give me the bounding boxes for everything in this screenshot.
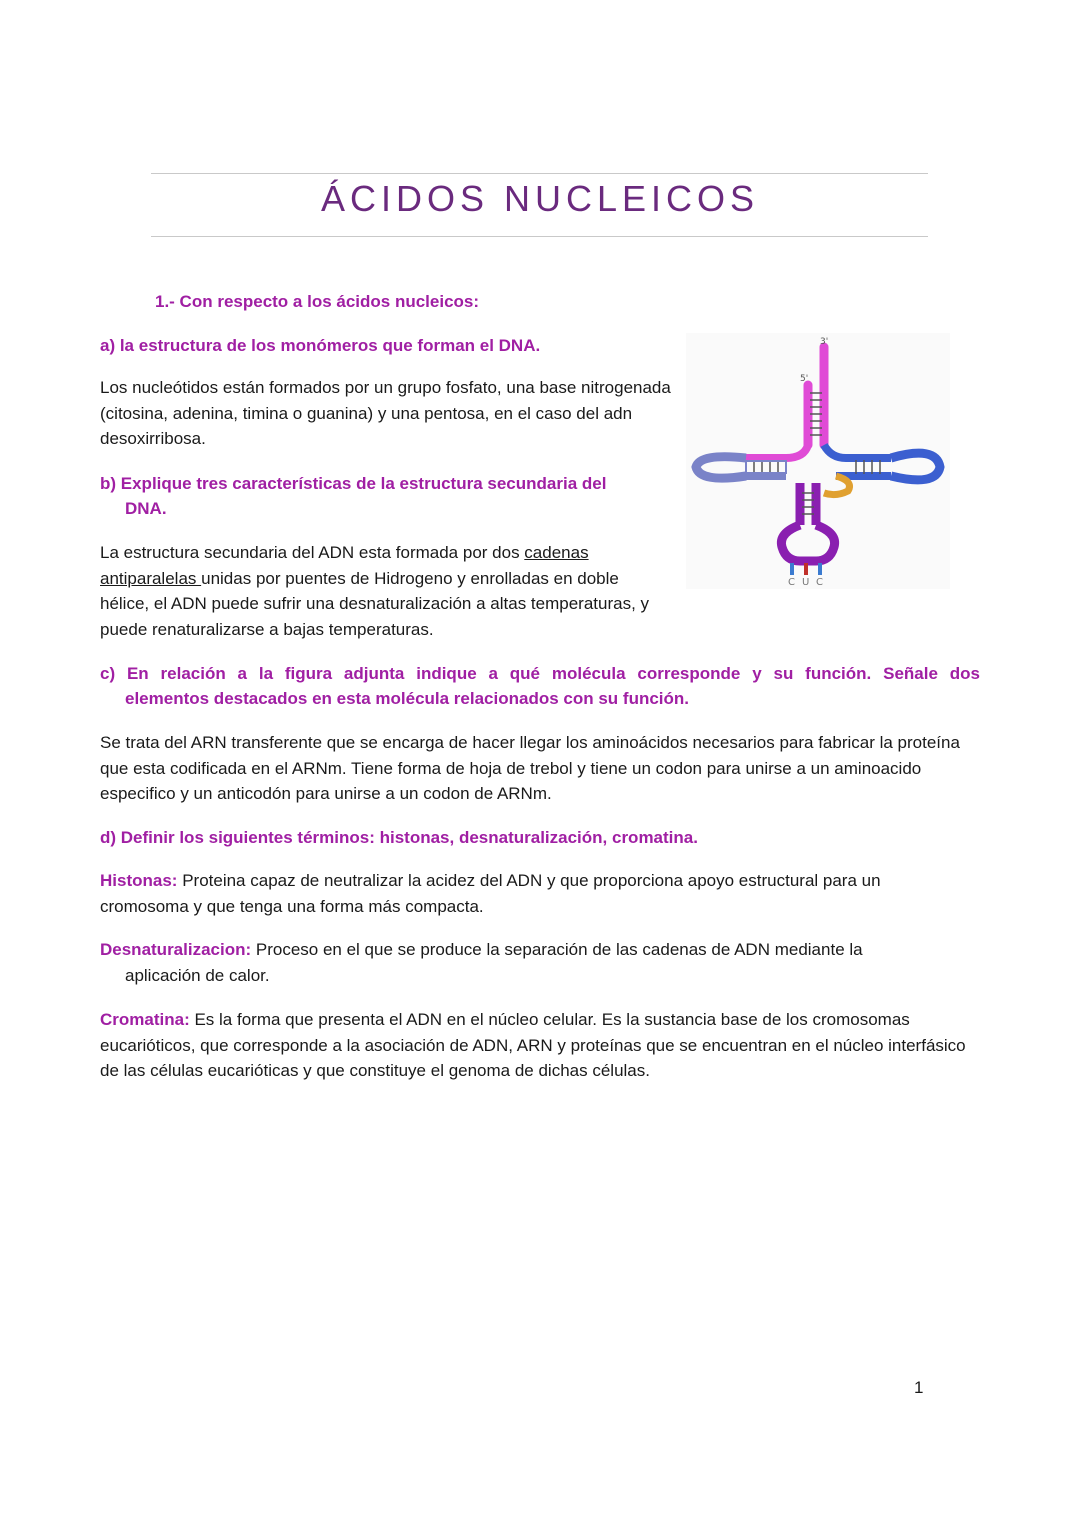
question-b-prompt-line2: DNA. [125,499,167,518]
label-3prime: 3' [820,337,829,347]
definition-desnat-text: Proceso en el que se produce la separación de las cadenas de ADN mediante la [251,940,863,959]
question-c-prompt-line2: elementos destacados en esta molécula relacionados con su función. [125,689,690,708]
question-b-prompt [100,471,660,521]
term-desnaturalizacion: Desnaturalizacion: [100,940,252,959]
trna-cloverleaf-figure [686,333,950,589]
page-title: ÁCIDOS NUCLEICOS [320,178,760,219]
definition-cromatina-text: Es la forma que presenta el ADN en el núcleo celular. Es la sustancia base de los cromosomas eucarióticos, que corresponde a la asociación de ADN, ARN y proteínas que se encuentran en el núcleo interfásico de las células eucarióticas y que constituye el genoma de dichas células. [100,1010,966,1080]
definition-histonas [100,868,960,919]
anticodon-base-2: U [802,577,810,588]
question-a-answer: Los nucleótidos están formados por un grupo fosfato, una base nitrogenada (citosina, adenina, timina o guanina) y una pentosa, en el caso del adn desoxirribosa. [100,378,671,448]
question-c-prompt [100,661,980,711]
question-d-prompt: d) Definir los siguientes términos: histonas, desnaturalización, cromatina. [100,828,698,847]
label-5prime: 5' [800,374,809,384]
question-c-answer: Se trata del ARN transferente que se encarga de hacer llegar los aminoácidos necesarios para fabricar la proteína que esta codificada en el ARNm. Tiene forma de hoja de trebol y tiene un codon para unirse a un aminoacido especifico y un anticodón para unirse a un codon de ARNm. [100,733,960,803]
definition-cromatina [100,1007,970,1084]
question-b-answer-part2: unidas por puentes de Hidrogeno y enrolladas en doble hélice, el ADN puede sufrir una desnaturalización a altas temperaturas, y puede renaturalizarse a bajas temperaturas. [100,568,650,639]
title-rule-bottom [151,236,928,237]
title-rule-top [151,173,928,174]
definition-desnat-line1 [100,937,960,963]
anticodon-base-1: C [788,577,795,588]
question-b-answer-part1: La estructura secundaria del ADN esta formada por dos [100,543,525,562]
definition-desnaturalizacion [100,937,960,988]
definition-desnat-line2: aplicación de calor. [125,965,270,985]
question-c-prompt-line1: c) En relación a la figura adjunta indique a qué molécula corresponde y su función. Señale dos [100,664,980,683]
page-number: 1 [914,1378,924,1397]
term-cromatina: Cromatina: [100,1010,190,1029]
question-b-prompt-line1: b) Explique tres características de la estructura secundaria del [100,474,607,493]
definition-histonas-text: Proteina capaz de neutralizar la acidez del ADN y que proporciona apoyo estructural para un cromosoma y que tenga una forma más compacta. [100,871,881,916]
question-a-prompt: a) la estructura de los monómeros que forman el DNA. [100,336,541,355]
underlined-term: cadenas antiparalelas [100,543,589,588]
question-b-answer [100,540,670,642]
question-heading: 1.- Con respecto a los ácidos nucleicos: [155,292,480,311]
term-histonas: Histonas: [100,871,178,890]
anticodon-base-3: C [816,577,823,588]
